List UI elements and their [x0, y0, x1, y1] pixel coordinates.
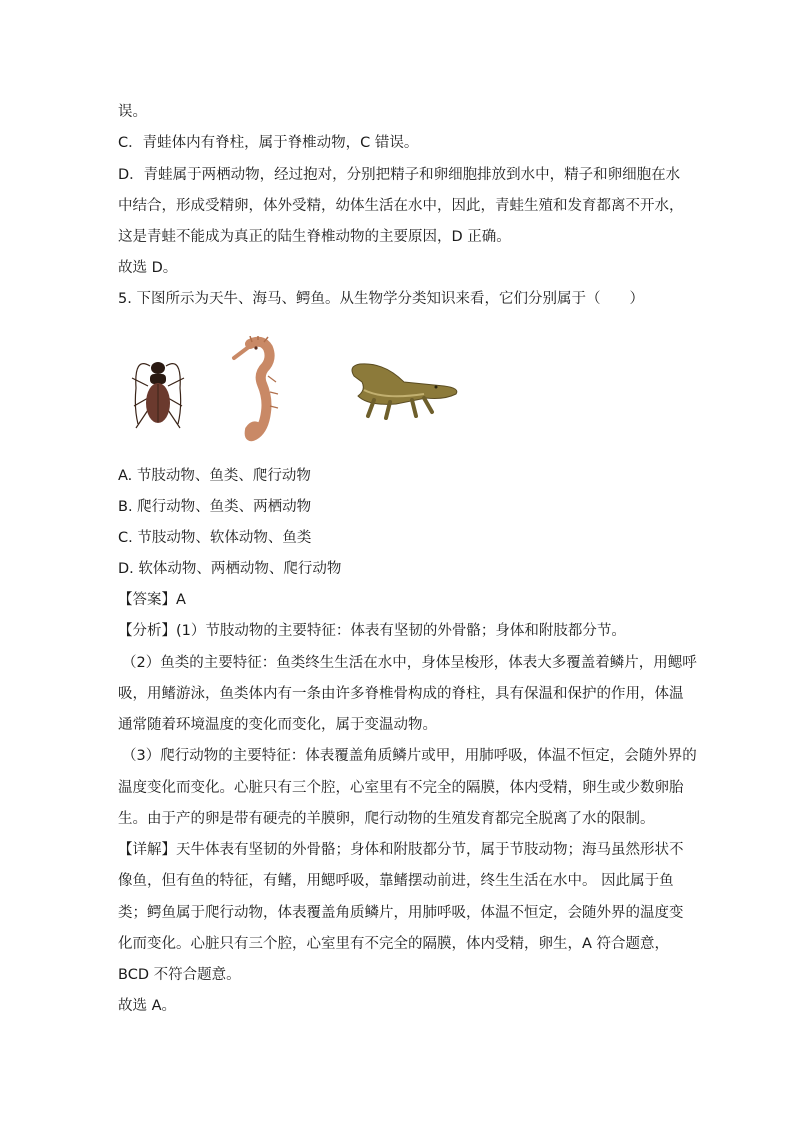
seahorse-icon: [228, 336, 290, 448]
analysis-line: 通常随着环境温度的变化而变化，属于变温动物。: [118, 717, 437, 733]
text-line: 故选 D。: [118, 260, 178, 276]
text-line: 这是青蛙不能成为真正的陆生脊椎动物的主要原因，D 正确。: [118, 229, 511, 245]
detail-line: 像鱼，但有鱼的特征，有鳍，用鳃呼吸，靠鳍摆动前进，终生生活在水中。 因此属于鱼: [118, 873, 674, 889]
crocodile-icon: [344, 360, 462, 426]
analysis-line: （3）爬行动物的主要特征：体表覆盖角质鳞片或甲，用肺呼吸，体温不恒定，会随外界的: [122, 748, 697, 764]
detail-line: 化而变化。心脏只有三个腔，心室里有不完全的隔膜，体内受精，卵生，A 符合题意，: [118, 936, 670, 952]
analysis-line: 【分析】(1）节肢动物的主要特征：体表有坚韧的外骨骼；身体和附肢都分节。: [118, 623, 626, 639]
detail-line: 故选 A。: [118, 998, 177, 1014]
analysis-line: 生。由于产的卵是带有硬壳的羊膜卵，爬行动物的生殖发育都完全脱离了水的限制。: [118, 811, 655, 827]
detail-line: 类；鳄鱼属于爬行动物，体表覆盖角质鳞片，用肺呼吸，体温不恒定，会随外界的温度变: [118, 905, 684, 921]
detail-line: 【详解】天牛体表有坚韧的外骨骼；身体和附肢都分节，属于节肢动物；海马虽然形状不: [118, 842, 684, 858]
answer-line: 【答案】A: [118, 592, 186, 608]
analysis-line: 吸，用鳍游泳，鱼类体内有一条由许多脊椎骨构成的脊柱，具有保温和保护的作用，体温: [118, 686, 684, 702]
text-line: 中结合，形成受精卵，体外受精，幼体生活在水中，因此，青蛙生殖和发育都离不开水，: [118, 198, 684, 214]
animal-figures: [118, 330, 478, 455]
text-line: C．青蛙体内有脊柱，属于脊椎动物，C 错误。: [118, 135, 419, 151]
option-b: B. 爬行动物、鱼类、两栖动物: [118, 499, 312, 515]
question-stem: 5. 下图所示为天牛、海马、鳄鱼。从生物学分类知识来看，它们分别属于（ ）: [118, 291, 644, 307]
beetle-icon: [124, 348, 192, 438]
option-d: D. 软体动物、两栖动物、爬行动物: [118, 561, 342, 577]
analysis-line: （2）鱼类的主要特征：鱼类终生生活在水中，身体呈梭形，体表大多覆盖着鳞片，用鳃呼: [122, 655, 697, 671]
text-line: 误。: [118, 104, 147, 120]
option-a: A. 节肢动物、鱼类、爬行动物: [118, 468, 311, 484]
text-line: D．青蛙属于两栖动物，经过抱对，分别把精子和卵细胞排放到水中，精子和卵细胞在水: [118, 167, 681, 183]
option-c: C. 节肢动物、软体动物、鱼类: [118, 530, 312, 546]
analysis-line: 温度变化而变化。心脏只有三个腔，心室里有不完全的隔膜，体内受精，卵生或少数卵胎: [118, 780, 684, 796]
detail-line: BCD 不符合题意。: [118, 967, 241, 983]
